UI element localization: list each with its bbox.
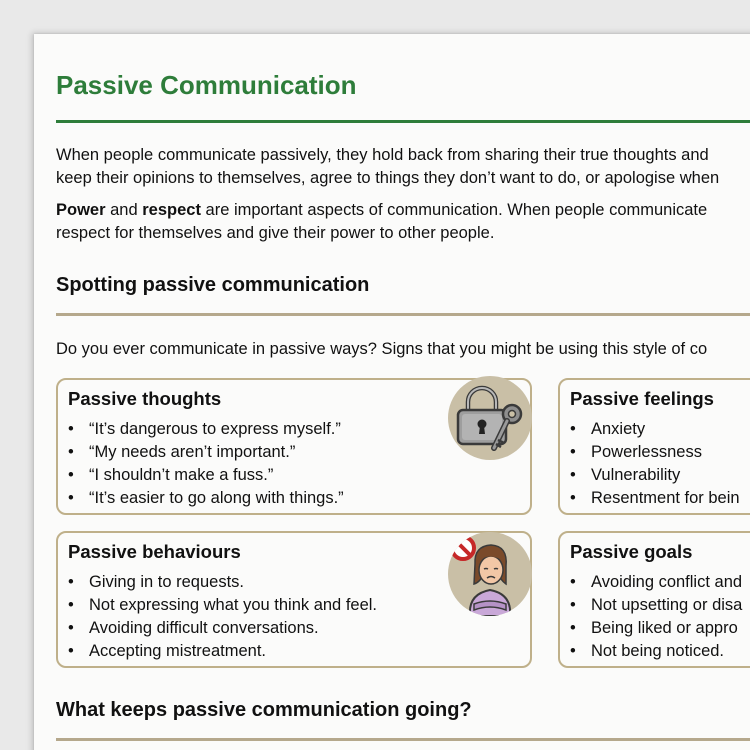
list-item: • Giving in to requests. xyxy=(68,571,377,594)
list-item: • Avoiding difficult conversations. xyxy=(68,617,377,640)
power-word: Power xyxy=(56,201,106,219)
section-heading-spotting: Spotting passive communication xyxy=(56,274,370,296)
list-item: • “I shouldn’t make a fuss.” xyxy=(68,464,344,487)
list-item: • Avoiding conflict and xyxy=(570,571,742,594)
card-title: Passive feelings xyxy=(570,388,714,409)
respect-word: respect xyxy=(142,201,201,219)
list-item: • Powerlessness xyxy=(570,441,740,464)
title-divider xyxy=(56,120,750,123)
card-list xyxy=(570,418,740,510)
list-item: • Anxiety xyxy=(570,418,740,441)
intro-line-3-rest: are important aspects of communication. When people communicate xyxy=(200,201,708,219)
sad-person-illustration xyxy=(448,532,532,616)
intro-line-4: respect for themselves and give their power to other people. xyxy=(56,224,495,242)
section-heading-what-keeps: What keeps passive communication going? xyxy=(56,699,472,721)
list-item: • Accepting mistreatment. xyxy=(68,640,377,663)
card-list xyxy=(570,571,742,663)
section-divider-2 xyxy=(56,738,750,741)
list-item: • “It’s easier to go along with things.” xyxy=(68,487,344,510)
list-item: • Not upsetting or disa xyxy=(570,594,742,617)
list-item: • Not being noticed. xyxy=(570,640,742,663)
intro-line-2: keep their opinions to themselves, agree to things they don’t want to do, or apologise when xyxy=(56,169,720,187)
intro-line-1: When people communicate passively, they hold back from sharing their true thoughts and xyxy=(56,146,709,164)
card-title: Passive behaviours xyxy=(68,541,241,562)
card-passive-feelings xyxy=(558,378,750,515)
list-item: • Being liked or appro xyxy=(570,617,742,640)
list-item: • Not expressing what you think and feel. xyxy=(68,594,377,617)
section-divider xyxy=(56,313,750,316)
and-word: and xyxy=(105,201,143,219)
padlock-key-illustration xyxy=(448,376,532,460)
sad-person-with-no-sign-icon xyxy=(448,532,532,616)
intro-line-3 xyxy=(56,199,750,222)
padlock-and-key-icon xyxy=(448,376,532,460)
card-title: Passive thoughts xyxy=(68,388,222,409)
list-item: • Vulnerability xyxy=(570,464,740,487)
list-item: • Resentment for bein xyxy=(570,487,740,510)
card-list xyxy=(68,571,377,663)
card-list xyxy=(68,418,344,510)
intro-paragraph-2 xyxy=(56,199,750,245)
card-passive-goals xyxy=(558,531,750,668)
card-title: Passive goals xyxy=(570,541,693,562)
list-item: • “It’s dangerous to express myself.” xyxy=(68,418,344,441)
page-title: Passive Communication xyxy=(56,70,357,100)
worksheet-page xyxy=(34,34,750,750)
list-item: • “My needs aren’t important.” xyxy=(68,441,344,464)
intro-paragraph-1 xyxy=(56,144,750,190)
section-intro-text: Do you ever communicate in passive ways? Signs that you might be using this style of co xyxy=(56,340,708,358)
